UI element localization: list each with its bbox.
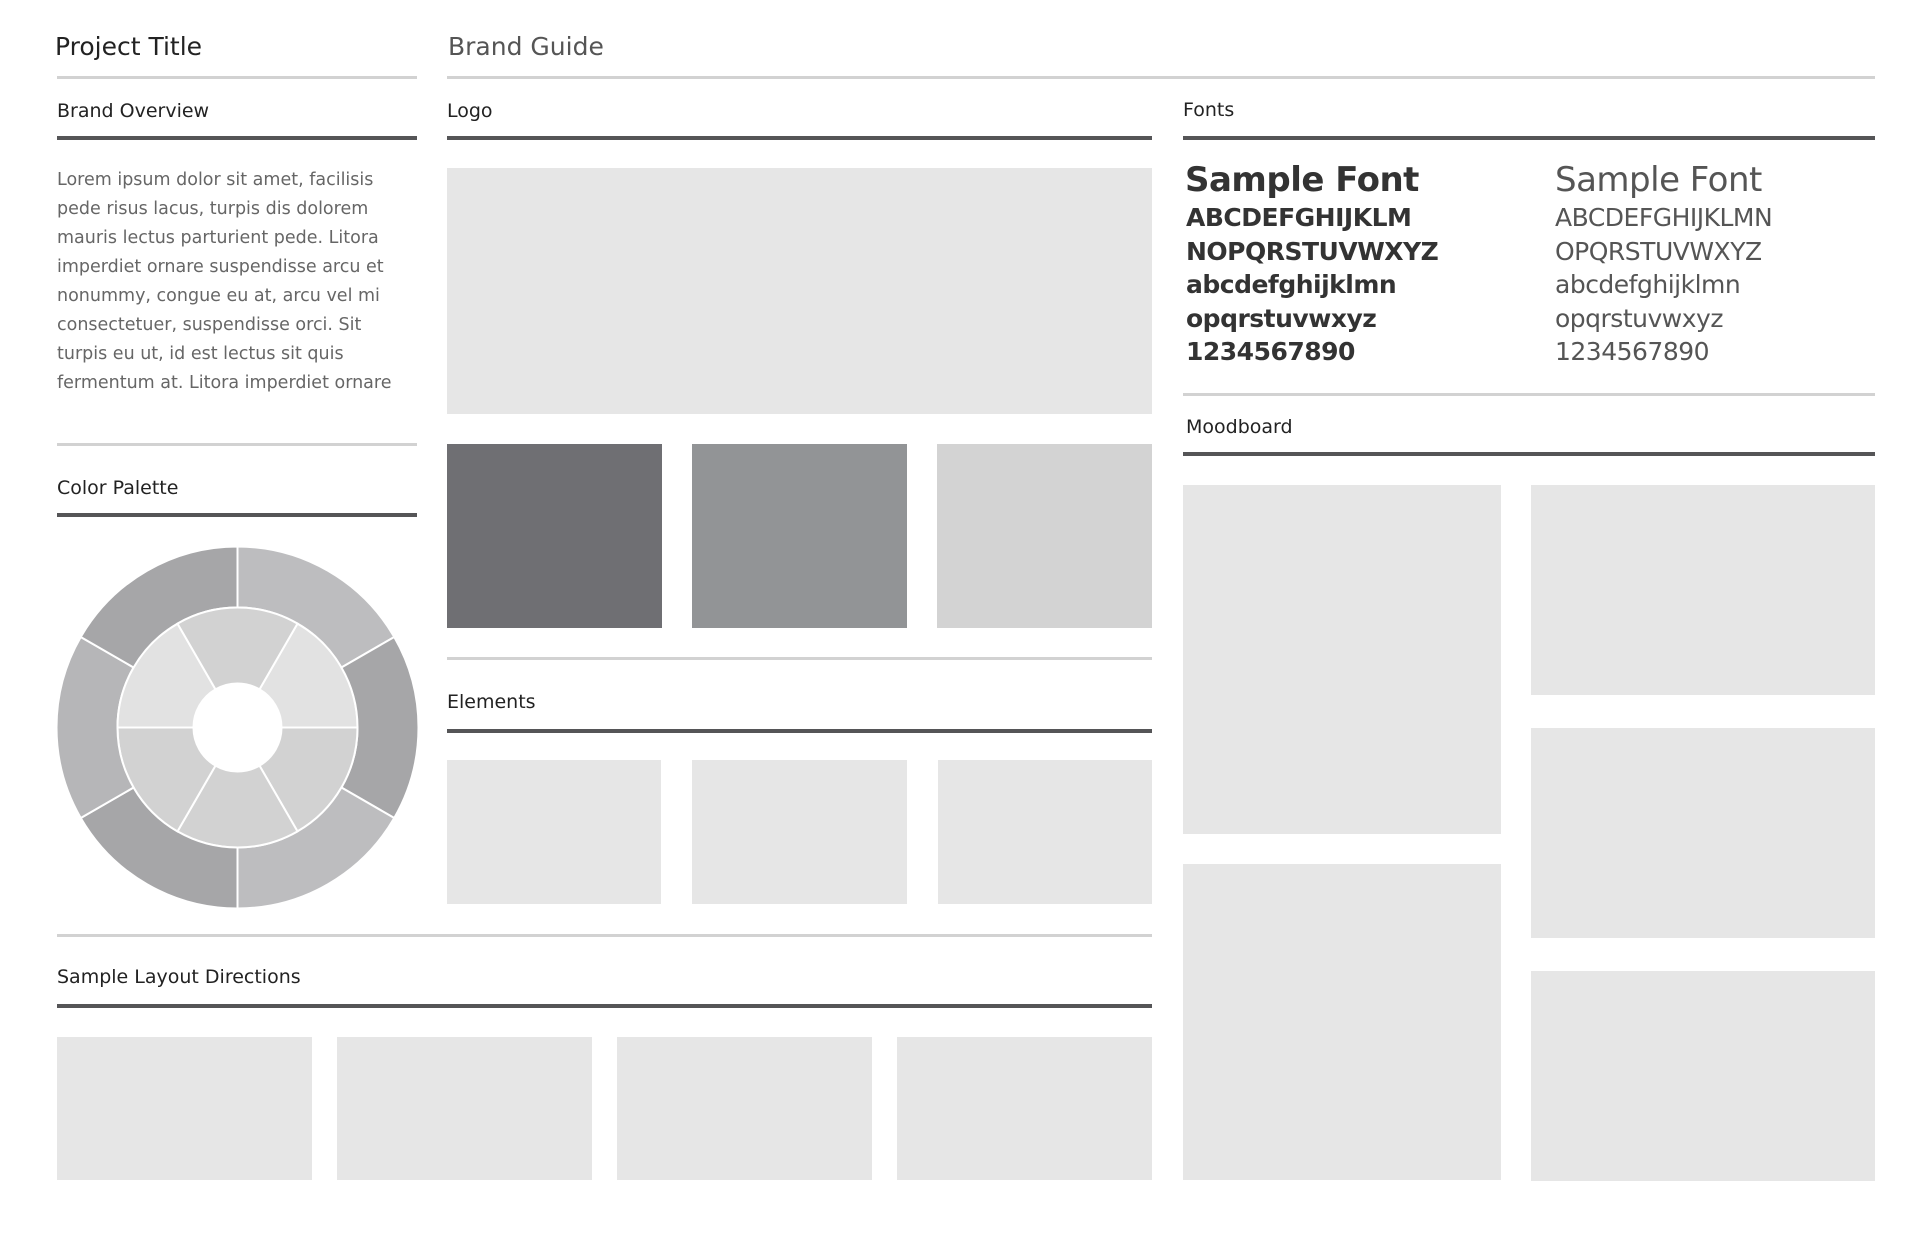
fonts-heading: Fonts bbox=[1183, 99, 1235, 121]
moodboard-placeholder bbox=[1531, 971, 1875, 1181]
layout-placeholder bbox=[337, 1037, 592, 1180]
light-font-line: ABCDEFGHIJKLMN bbox=[1555, 203, 1773, 232]
bold-font-title: Sample Font bbox=[1185, 160, 1419, 200]
color-wheel bbox=[55, 545, 420, 910]
moodboard-placeholder bbox=[1531, 728, 1875, 938]
brand-overview-line: imperdiet ornare suspendisse arcu et bbox=[57, 257, 384, 277]
logo-swatch bbox=[692, 444, 907, 628]
wheel-center bbox=[194, 684, 282, 772]
light-font-line: 1234567890 bbox=[1555, 337, 1710, 366]
fonts-bottom-rule bbox=[1183, 393, 1875, 396]
bold-font-line: abcdefghijklmn bbox=[1186, 270, 1397, 299]
color-palette-rule bbox=[57, 513, 417, 517]
bold-font-line: 1234567890 bbox=[1186, 337, 1355, 366]
elements-heading: Elements bbox=[447, 691, 536, 713]
light-font-line: abcdefghijklmn bbox=[1555, 270, 1741, 299]
logo-placeholder bbox=[447, 168, 1152, 414]
brand-overview-line: mauris lectus parturient pede. Litora bbox=[57, 228, 379, 248]
brand-overview-text bbox=[57, 166, 417, 398]
brand-overview-heading: Brand Overview bbox=[57, 100, 210, 122]
brand-overview-rule bbox=[57, 136, 417, 140]
brand-overview-bottom-rule bbox=[57, 443, 417, 446]
moodboard-placeholder bbox=[1183, 485, 1501, 834]
project-title: Project Title bbox=[55, 32, 203, 61]
elements-rule bbox=[447, 729, 1152, 733]
brand-overview-line: turpis eu ut, id est lectus sit quis bbox=[57, 344, 344, 364]
light-font-line: OPQRSTUVWXYZ bbox=[1555, 237, 1762, 266]
logo-rule bbox=[447, 136, 1152, 140]
light-font-line: opqrstuvwxyz bbox=[1555, 304, 1723, 333]
element-placeholder bbox=[692, 760, 907, 904]
logo-heading: Logo bbox=[447, 100, 493, 122]
logo-swatch bbox=[447, 444, 662, 628]
layout-top-rule bbox=[57, 934, 1152, 937]
light-font-title: Sample Font bbox=[1555, 160, 1762, 200]
brand-overview-line: consectetuer, suspendisse orci. Sit bbox=[57, 315, 362, 335]
logo-swatch bbox=[937, 444, 1152, 628]
brand-overview-line: nonummy, congue eu at, arcu vel mi bbox=[57, 286, 380, 306]
brand-overview-line: Lorem ipsum dolor sit amet, facilisis bbox=[57, 170, 374, 190]
bold-font-line: NOPQRSTUVWXYZ bbox=[1186, 237, 1439, 266]
element-placeholder bbox=[447, 760, 661, 904]
layout-placeholder bbox=[617, 1037, 872, 1180]
layout-placeholder bbox=[897, 1037, 1152, 1180]
brand-guide-title: Brand Guide bbox=[448, 32, 604, 61]
element-placeholder bbox=[938, 760, 1152, 904]
brand-overview-line: pede risus lacus, turpis dis dolorem bbox=[57, 199, 369, 219]
moodboard-placeholder bbox=[1183, 864, 1501, 1180]
color-palette-heading: Color Palette bbox=[57, 477, 179, 499]
moodboard-placeholder bbox=[1531, 485, 1875, 695]
brand-overview-line: fermentum at. Litora imperdiet ornare bbox=[57, 373, 392, 393]
top-rule-left bbox=[57, 76, 417, 79]
moodboard-rule bbox=[1183, 452, 1875, 456]
top-rule-right bbox=[447, 76, 1875, 79]
logo-bottom-rule bbox=[447, 657, 1152, 660]
layout-placeholder bbox=[57, 1037, 312, 1180]
moodboard-heading: Moodboard bbox=[1186, 416, 1293, 438]
sample-layout-rule bbox=[57, 1004, 1152, 1008]
bold-font-line: opqrstuvwxyz bbox=[1186, 304, 1377, 333]
sample-layout-heading: Sample Layout Directions bbox=[57, 966, 301, 988]
bold-font-line: ABCDEFGHIJKLM bbox=[1186, 203, 1412, 232]
fonts-rule bbox=[1183, 136, 1875, 140]
